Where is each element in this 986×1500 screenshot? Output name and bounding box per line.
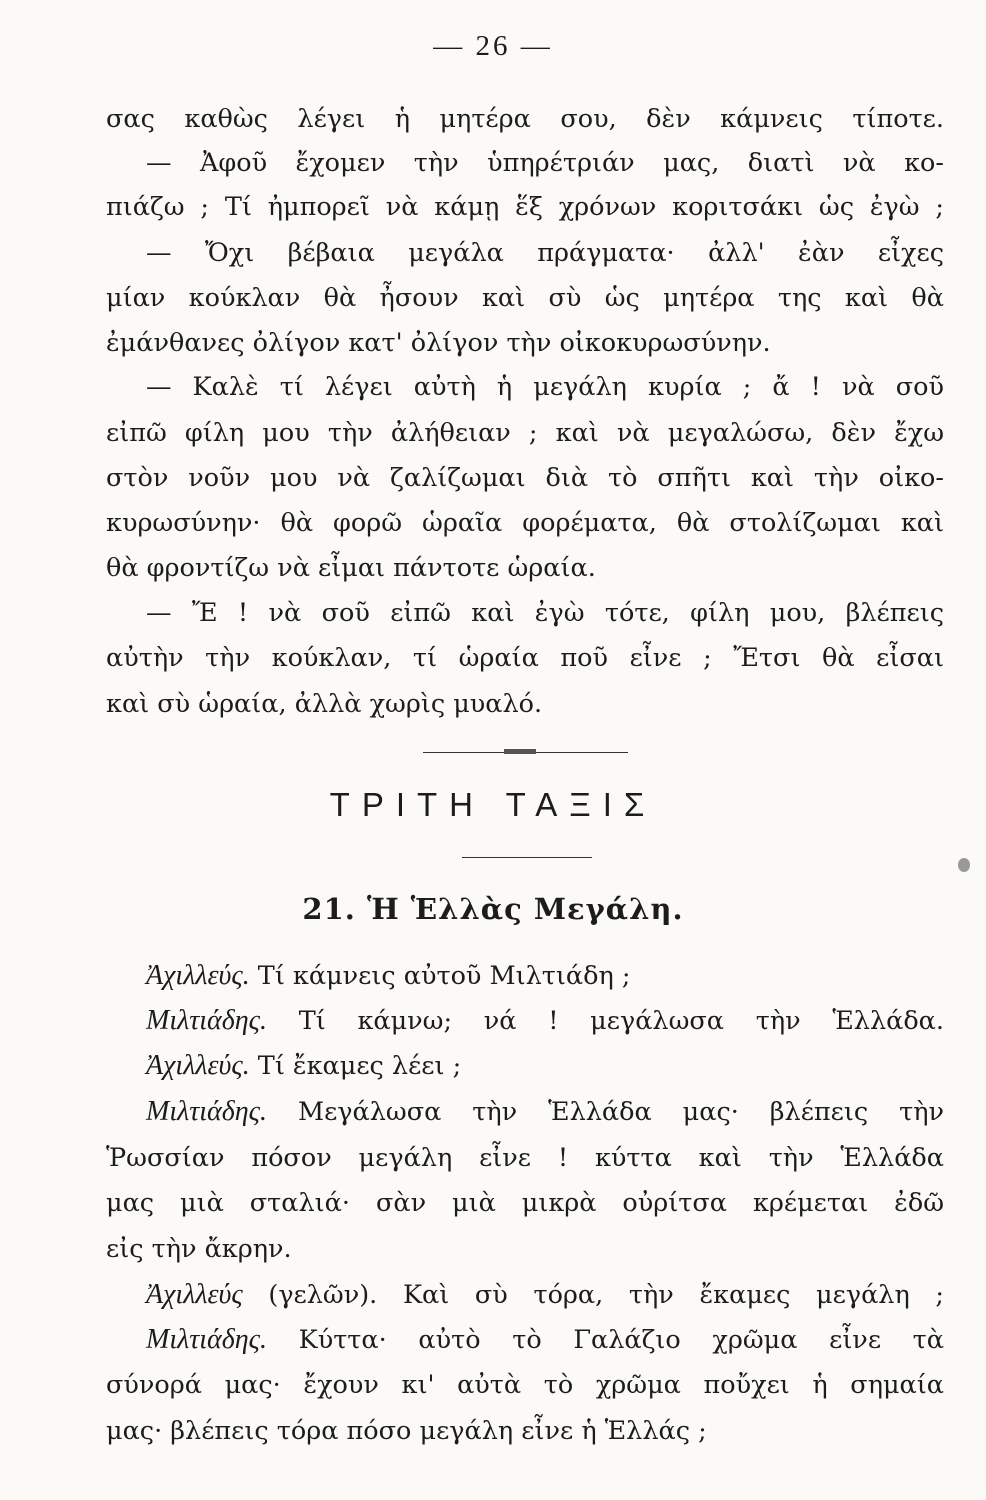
lesson-title: 21. Ἡ Ἑλλὰς Μεγάλη. [302,892,684,926]
dialogue-text: εἰς τὴν ἄκρην. [106,1234,292,1264]
text-line: — Ἔ ! νὰ σοῦ εἰπῶ καὶ ἐγὼ τότε, φίλη μου, βλέπεις [146,598,944,628]
page-number: — 26 — [433,30,553,62]
text-line: μίαν κούκλαν θὰ ἦσουν καὶ σὺ ὡς μητέρα της καὶ θὰ [106,283,944,313]
text-line: θὰ φροντίζω νὰ εἶμαι πάντοτε ὡραία. [106,553,596,583]
dialogue-line [106,958,944,994]
speaker-name: Μιλτιάδης. [146,1005,267,1036]
dialogue-line [106,1367,944,1403]
text-line: αὐτὴν τὴν κούκλαν, τί ὡραία ποῦ εἶνε ; Ἔτσι θὰ εἶσαι [106,643,944,673]
speaker-name: Μιλτιάδης. [146,1096,267,1127]
text-line: κυρωσύνην· θὰ φορῶ ὡραῖα φορέματα, θὰ στολίζωμαι καὶ [106,508,944,538]
divider [462,857,592,858]
speaker-name: Ἀχιλλεύς. [146,1050,250,1081]
dialogue-text: Τί κάμνεις αὐτοῦ Μιλτιάδη ; [249,961,631,991]
text-line: εἰπῶ φίλη μου τὴν ἀλήθειαν ; καὶ νὰ μεγαλώσω, δὲν ἔχω [106,418,944,448]
divider-ornament [504,749,536,754]
paper-spot [958,858,970,872]
text-line: — Ἀφοῦ ἔχομεν τὴν ὑπηρέτριάν μας, διατὶ νὰ κο- [146,148,944,178]
dialogue-line [106,1277,944,1313]
text-line: πιάζω ; Τί ἠμπορεῖ νὰ κάμῃ ἕξ χρόνων κοριτσάκι ὡς ἐγὼ ; [106,192,944,222]
dialogue-line [106,1140,944,1176]
dialogue-text: Μεγάλωσα τὴν Ἑλλάδα μας· βλέπεις τὴν [267,1097,944,1127]
section-title: ΤΡΙΤΗ ΤΑΞΙΣ [329,786,657,823]
text-line: σας καθὼς λέγει ἡ μητέρα σου, δὲν κάμνεις τίποτε. [106,104,944,134]
speaker-name: Ἀχιλλεύς [146,1279,243,1310]
text-line: στὸν νοῦν μου νὰ ζαλίζωμαι διὰ τὸ σπῆτι καὶ τὴν οἰκο- [106,463,944,493]
text-line: — Ὄχι βέβαια μεγάλα πράγματα· ἀλλ' ἐὰν εἶχες [146,238,944,268]
speaker-name: Μιλτιάδης. [146,1324,267,1355]
dialogue-line [106,1413,944,1449]
text-line: καὶ σὺ ὡραία, ἀλλὰ χωρὶς μυαλό. [106,689,543,719]
dialogue-line [106,1185,944,1221]
dialogue-line [106,1322,944,1358]
dialogue-text: σύνορά μας· ἔχουν κι' αὐτὰ τὸ χρῶμα ποὔχει ἡ σημαία [106,1370,944,1400]
text-line: — Καλὲ τί λέγει αὐτὴ ἡ μεγάλη κυρία ; ἄ ! νὰ σοῦ [146,372,944,402]
speaker-name: Ἀχιλλεύς. [146,960,250,991]
dialogue-text: μας· βλέπεις τόρα πόσο μεγάλη εἶνε ἡ Ἑλλάς ; [106,1416,707,1446]
dialogue-line [106,1094,944,1130]
dialogue-line [106,1231,944,1267]
dialogue-text: Τί ἔκαμες λέει ; [249,1051,462,1081]
dialogue-text: μας μιὰ σταλιά· σὰν μιὰ μικρὰ οὐρίτσα κρέμεται ἐδῶ [106,1188,944,1218]
dialogue-text: Τί κάμνω; νά ! μεγάλωσα τὴν Ἑλλάδα. [267,1006,944,1036]
dialogue-line [106,1048,944,1084]
text-line: ἐμάνθανες ὀλίγον κατ' ὀλίγον τὴν οἰκοκυρωσύνην. [106,328,771,358]
dialogue-text: (γελῶν). Καὶ σὺ τόρα, τὴν ἔκαμες μεγάλη ; [242,1280,944,1310]
dialogue-text: Ῥωσσίαν πόσον μεγάλη εἶνε ! κύττα καὶ τὴν Ἑλλάδα [106,1143,944,1173]
dialogue-line [106,1003,944,1039]
dialogue-text: Κύττα· αὐτὸ τὸ Γαλάζιο χρῶμα εἶνε τὰ [267,1325,944,1355]
